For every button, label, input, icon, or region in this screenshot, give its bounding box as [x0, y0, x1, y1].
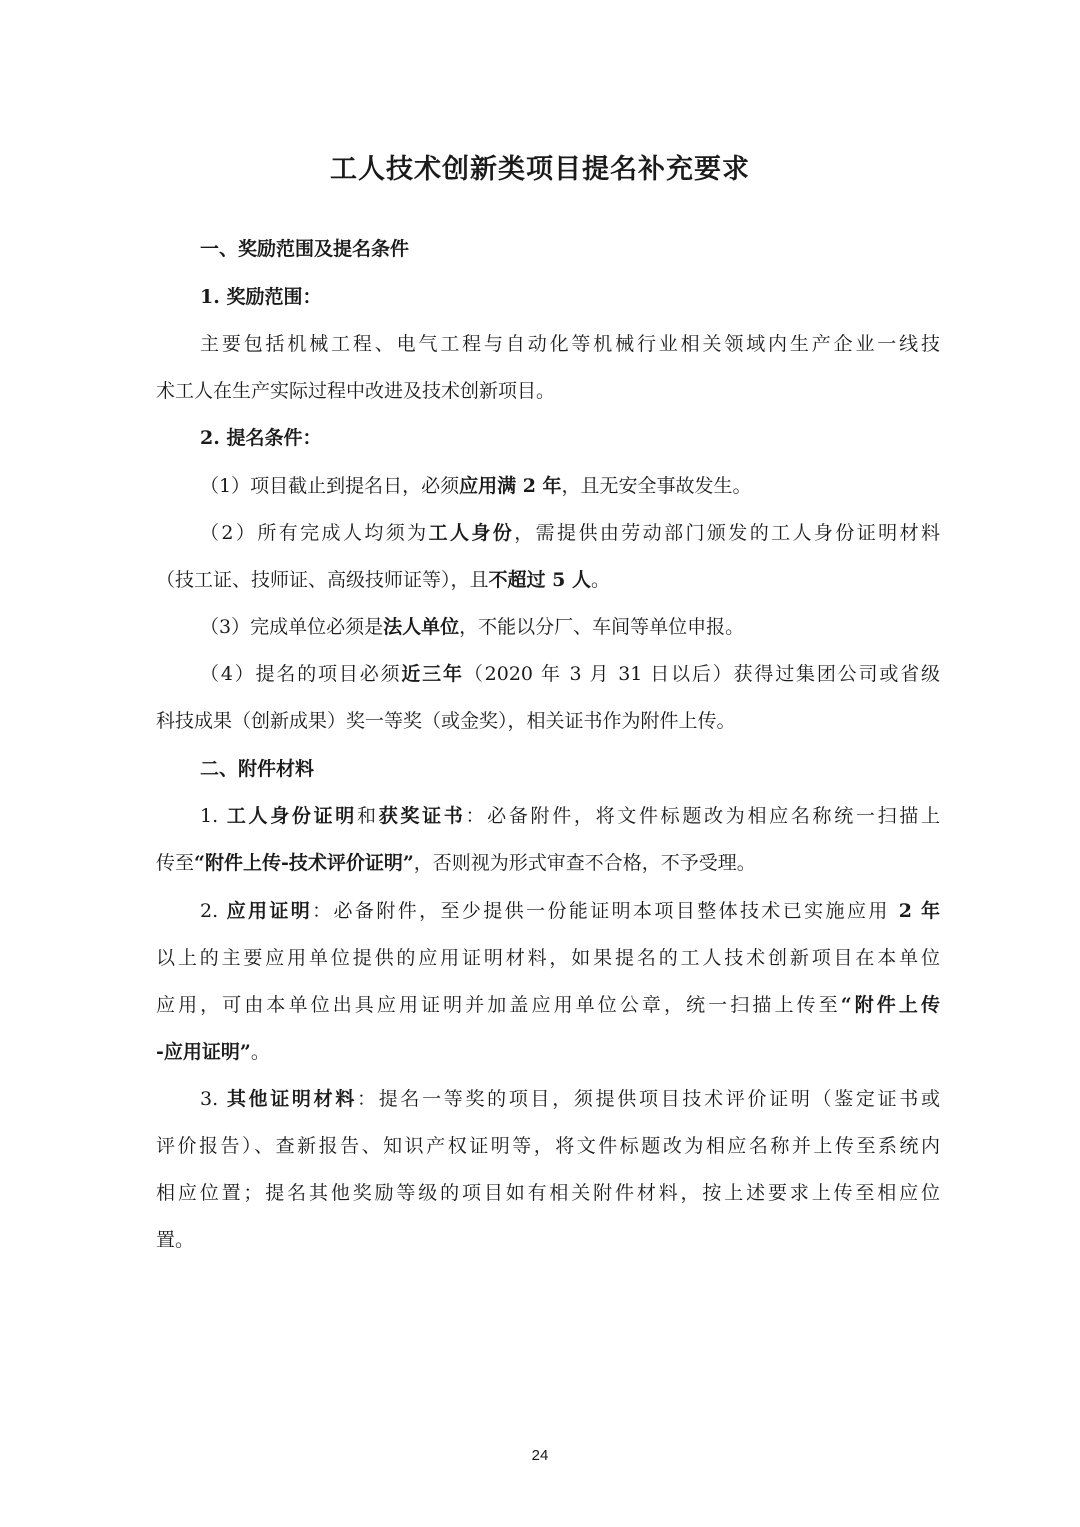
condition-4-emphasis: 近三年	[401, 663, 464, 685]
condition-4-text: （4）提名的项目必须	[200, 663, 402, 685]
condition-2-line-2-text: （技工证、技师证、高级技师证等），且	[156, 569, 489, 591]
condition-2-text: （2）所有完成人均须为	[200, 522, 429, 544]
attachment-1-emphasis-2: 获奖证书	[378, 805, 466, 827]
attachment-1-upload-target: “附件上传-技术评价证明”	[194, 852, 414, 874]
attachment-3-text: ：提名一等奖的项目，须提供项目技术评价证明（鉴定证书或	[357, 1088, 940, 1110]
attachment-3-number: 3.	[200, 1088, 227, 1110]
attachment-1-text: ：必备附件，将文件标题改为相应名称统一扫描上	[465, 805, 940, 827]
attachment-3-line-1	[156, 1084, 940, 1114]
attachment-3-line-3: 相应位置；提名其他奖励等级的项目如有相关附件材料，按上述要求上传至相应位	[156, 1182, 940, 1204]
attachment-2-line-2: 以上的主要应用单位提供的应用证明材料，如果提名的工人技术创新项目在本单位	[156, 947, 940, 969]
attachment-2-duration: 2 年	[889, 900, 940, 922]
scope-text-line-1: 主要包括机械工程、电气工程与自动化等机械行业相关领域内生产企业一线技	[200, 333, 940, 355]
condition-4-line-2: 科技成果（创新成果）奖一等奖（或金奖），相关证书作为附件上传。	[156, 710, 736, 732]
page-number: 24	[531, 1447, 549, 1464]
attachment-3-emphasis: 其他证明材料	[226, 1088, 358, 1110]
attachment-2-emphasis: 应用证明	[226, 900, 313, 922]
attachment-2-upload-target-end: -应用证明”	[156, 1041, 251, 1063]
attachment-1-line-2	[156, 848, 940, 878]
attachment-2-line-4-end: 。	[250, 1041, 270, 1063]
document-title: 工人技术创新类项目提名补充要求	[330, 154, 750, 185]
subheading-nomination-conditions: 2. 提名条件：	[200, 427, 322, 449]
attachment-1-number: 1.	[200, 805, 227, 827]
attachment-3-line-2: 评价报告）、查新报告、知识产权证明等，将文件标题改为相应名称并上传至系统内	[156, 1135, 940, 1157]
section-heading-attachments: 二、附件材料	[200, 758, 315, 780]
condition-2-line-1	[156, 518, 940, 548]
attachment-2-number: 2.	[200, 900, 227, 922]
condition-2-line-2	[156, 565, 940, 595]
condition-3	[156, 612, 940, 642]
attachment-2-text: ：必备附件，至少提供一份能证明本项目整体技术已实施应用	[312, 900, 890, 922]
condition-1-emphasis: 应用满 2 年	[459, 475, 562, 497]
attachment-1-line-2-text: 传至	[156, 852, 195, 874]
section-heading-scope-conditions: 一、奖励范围及提名条件	[200, 238, 410, 260]
condition-2-text-end: ，需提供由劳动部门颁发的工人身份证明材料	[514, 522, 940, 544]
attachment-3-line-4: 置。	[156, 1229, 195, 1251]
attachment-1-line-2-end: ，否则视为形式审查不合格，不予受理。	[413, 852, 756, 874]
attachment-2-line-3-text: 应用，可由本单位出具应用证明并加盖应用单位公章，统一扫描上传至	[156, 994, 841, 1016]
condition-2-line-2-end: 。	[590, 569, 610, 591]
attachment-2-line-3	[156, 990, 940, 1020]
condition-3-emphasis: 法人单位	[383, 616, 460, 638]
attachment-1-emphasis-1: 工人身份证明	[226, 805, 357, 827]
condition-4-line-1	[156, 659, 940, 689]
condition-2-line-2-emphasis: 不超过 5 人	[488, 569, 591, 591]
condition-2-emphasis: 工人身份	[428, 522, 515, 544]
subheading-award-scope: 1. 奖励范围：	[200, 286, 322, 308]
condition-1-text-end: ，且无安全事故发生。	[561, 475, 752, 497]
attachment-2-upload-target: “附件上传	[840, 994, 940, 1016]
condition-1	[156, 471, 940, 501]
condition-3-text-end: ，不能以分厂、车间等单位申报。	[459, 616, 745, 638]
condition-1-text: （1）项目截止到提名日，必须	[200, 475, 460, 497]
attachment-2-line-1	[156, 896, 940, 926]
attachment-2-line-4	[156, 1037, 940, 1067]
condition-3-text: （3）完成单位必须是	[200, 616, 384, 638]
condition-4-text-end: （2020 年 3 月 31 日以后）获得过集团公司或省级	[463, 663, 940, 685]
attachment-1-line-1	[156, 801, 940, 831]
scope-text-line-2: 术工人在生产实际过程中改进及技术创新项目。	[156, 380, 556, 402]
attachment-1-conjunction: 和	[357, 805, 379, 827]
